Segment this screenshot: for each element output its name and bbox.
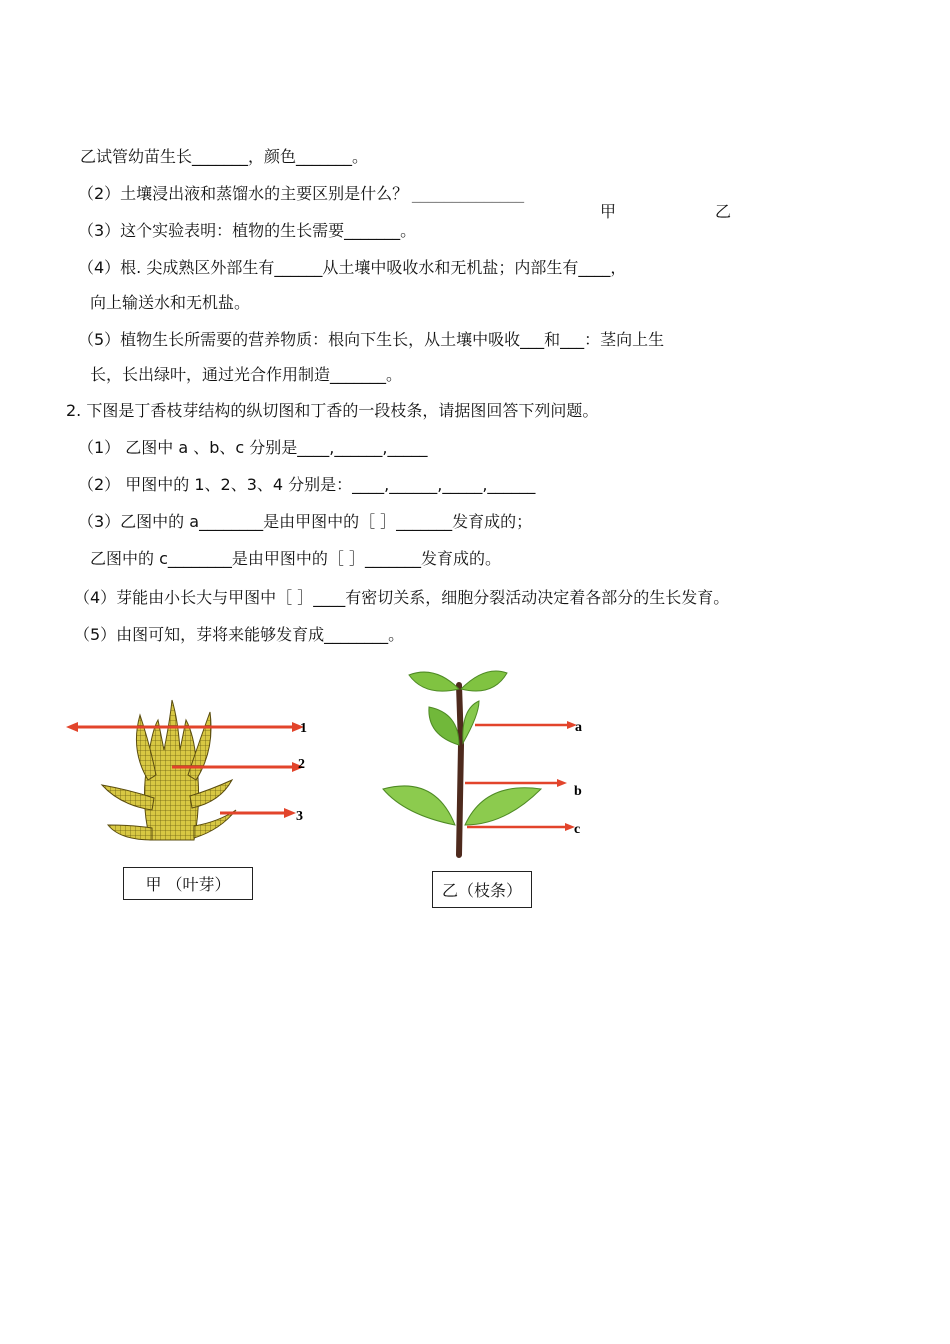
q1-sub2: （2）土壤浸出液和蒸馏水的主要区别是什么？ bbox=[78, 184, 409, 203]
q2-sub5: （5）由图可知，芽将来能够发育成________。 bbox=[74, 625, 405, 644]
label-jia: 甲 bbox=[600, 202, 617, 221]
q1-line1: 乙试管幼苗生长_______，颜色_______。 bbox=[80, 147, 369, 166]
branch-stem bbox=[459, 685, 461, 855]
bud-label-3: 3 bbox=[296, 809, 303, 824]
branch-caption: 乙（枝条） bbox=[441, 881, 522, 900]
q2-sub3a: （3）乙图中的 a________是由甲图中的［ ］_______发育成的； bbox=[78, 512, 533, 531]
leaf-mid-left bbox=[429, 707, 459, 745]
q1-sub3: （3）这个实验表明：植物的生长需要_______。 bbox=[78, 221, 417, 240]
bud-caption: 甲 （叶芽） bbox=[145, 875, 231, 894]
q2-sub3b: 乙图中的 c________是由甲图中的［ ］_______发育成的。 bbox=[90, 549, 501, 568]
q2-sub1: （1） 乙图中 a 、b、c 分别是____,______,_____ bbox=[78, 438, 428, 457]
branch-label-c: c bbox=[574, 822, 581, 837]
q1-sub2-blank[interactable]: ______________ bbox=[412, 184, 524, 203]
bud-label-1: 1 bbox=[300, 721, 307, 736]
q1-sub4b: 向上输送水和无机盐。 bbox=[90, 293, 251, 312]
bud-label-2: 2 bbox=[298, 757, 305, 772]
bud-arrowhead-1-left bbox=[66, 722, 78, 732]
branch-label-a: a bbox=[575, 720, 582, 735]
leaf-bud-figure bbox=[60, 690, 320, 850]
label-yi: 乙 bbox=[715, 202, 732, 221]
leaf-mid-right bbox=[463, 701, 479, 743]
bud-base-left bbox=[108, 825, 152, 840]
branch-caption-box bbox=[432, 871, 532, 908]
leaf-low-left bbox=[383, 786, 455, 825]
bud-arrowhead-3 bbox=[284, 808, 296, 818]
leaf-low-right bbox=[465, 788, 541, 825]
leaf-top-left bbox=[409, 672, 459, 691]
branch-arrowhead-b bbox=[557, 779, 567, 787]
branch-figure bbox=[375, 665, 595, 865]
q2-title: 2. 下图是丁香枝芽结构的纵切图和丁香的一段枝条，请据图回答下列问题。 bbox=[66, 401, 599, 420]
q2-sub2: （2） 甲图中的 1、2、3、4 分别是：____,______,_____,______ bbox=[78, 475, 536, 494]
q1-sub5b: 长，长出绿叶，通过光合作用制造_______。 bbox=[90, 365, 403, 384]
bud-caption-box bbox=[123, 867, 253, 900]
q1-sub4a: （4）根. 尖成熟区外部生有______从土壤中吸收水和无机盐；内部生有____， bbox=[78, 258, 627, 277]
branch-label-b: b bbox=[574, 784, 582, 799]
leaf-top-right bbox=[461, 671, 507, 691]
q2-sub4: （4）芽能由小长大与甲图中［ ］____有密切关系，细胞分裂活动决定着各部分的生长发育。 bbox=[74, 588, 730, 607]
q1-sub5a: （5）植物生长所需要的营养物质：根向下生长，从土壤中吸收___和___：茎向上生 bbox=[78, 330, 665, 349]
